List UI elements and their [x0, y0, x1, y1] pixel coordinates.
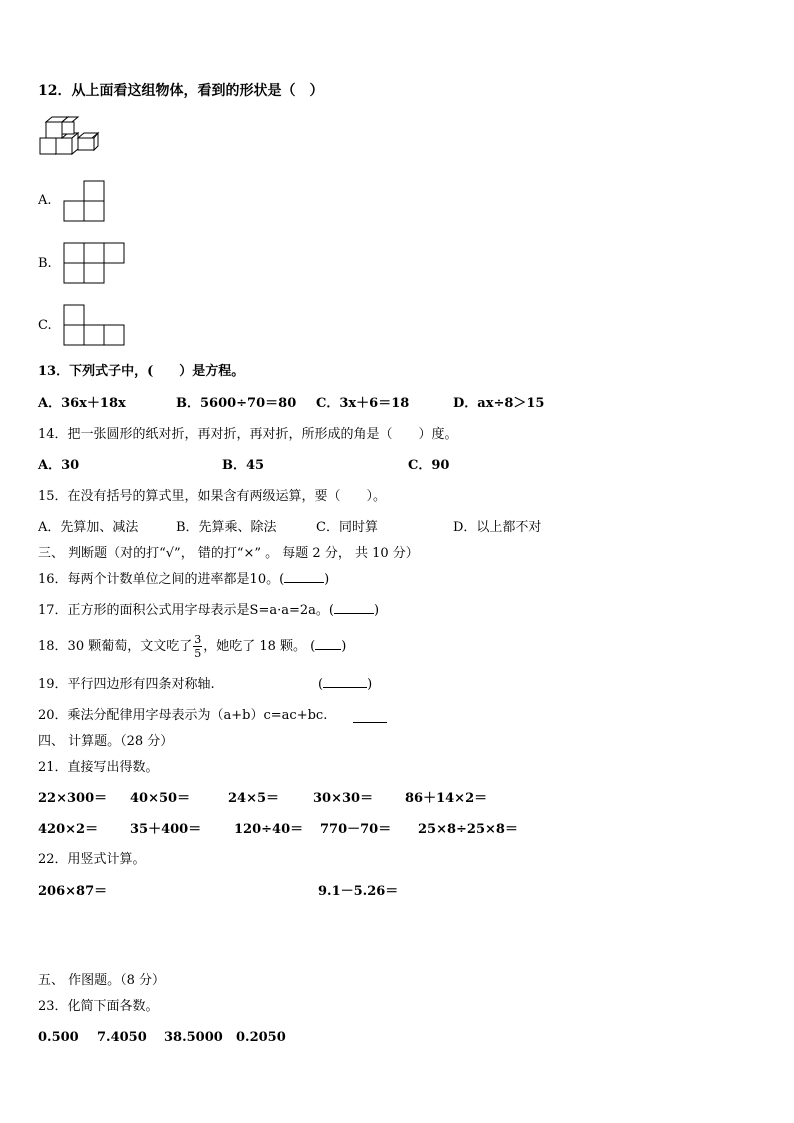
q15-stem: 15．在没有括号的算式里，如果含有两级运算，要（ ）。 [38, 489, 387, 504]
section-3-title: 三、 判断题（对的打“√”， 错的打“×” 。 每题 2 分， 共 10 分） [38, 546, 419, 561]
q23-item: 7.4050 [97, 1030, 147, 1045]
q13-option-d: D．ax÷8＞15 [453, 396, 545, 411]
q23-stem: 23．化简下面各数。 [38, 999, 159, 1014]
q15-option-d: D．以上都不对 [453, 520, 542, 535]
q19-open: ( [318, 677, 324, 692]
q19-text: 19．平行四边形有四条对称轴. [38, 677, 215, 692]
q21-item: 770－70＝ [320, 822, 392, 837]
q23-item: 0.2050 [236, 1030, 286, 1045]
q17-line [38, 604, 379, 617]
q18-fraction-denominator: 5 [194, 647, 202, 660]
q21-item: 35＋400＝ [130, 822, 202, 837]
q12-cube-figure [38, 116, 100, 162]
q14-stem: 14．把一张圆形的纸对折，再对折，再对折，所形成的角是（ ）度。 [38, 427, 458, 442]
q20-text: 20．乘法分配律用字母表示为（a+b）c=ac+bc. [38, 708, 328, 723]
q21-item: 25×8÷25×8＝ [418, 822, 518, 837]
q16-answer-blank[interactable] [284, 582, 324, 583]
q18-text-after: ，她吃了 18 颗。 ( [203, 639, 316, 654]
q12-option-a-shape [63, 180, 107, 224]
q15-option-a: A．先算加、减法 [38, 520, 139, 535]
q15-option-c: C．同时算 [316, 520, 378, 535]
q14-option-c: C．90 [408, 458, 450, 473]
q12-option-a-label: A. [38, 193, 52, 208]
q13-option-c: C．3x＋6＝18 [316, 396, 410, 411]
q12-option-b-label: B. [38, 256, 52, 271]
q16-text: 16．每两个计数单位之间的进率都是10。( [38, 572, 285, 587]
q14-option-b: B．45 [222, 458, 265, 473]
q22-item: 206×87＝ [38, 884, 108, 899]
section-5-title: 五、 作图题。（8 分） [38, 973, 166, 988]
q20-answer [353, 709, 387, 726]
q12-stem: 12．从上面看这组物体，看到的形状是（ ） [38, 83, 324, 99]
q21-item: 30×30＝ [313, 791, 374, 806]
q18-close: ) [341, 639, 347, 654]
q22-item: 9.1－5.26＝ [318, 884, 399, 899]
q21-stem: 21．直接写出得数。 [38, 760, 159, 775]
q12-option-c-label: C. [38, 318, 52, 333]
q13-option-b: B．5600÷70＝80 [176, 396, 297, 411]
q17-close: ) [373, 603, 380, 618]
q17-answer-blank[interactable] [334, 613, 374, 614]
q18-fraction-numerator: 3 [194, 633, 202, 646]
q14-option-a: A．30 [38, 458, 80, 473]
q19-answer-blank[interactable] [323, 687, 367, 688]
q12-option-c-shape [63, 304, 129, 348]
q21-item: 120÷40＝ [234, 822, 304, 837]
q16-close: ) [324, 572, 330, 587]
q21-item: 22×300＝ [38, 791, 108, 806]
q21-item: 86＋14×2＝ [405, 791, 488, 806]
q16-line [38, 573, 329, 586]
q19-answer [318, 678, 372, 691]
section-4-title: 四、 计算题。（28 分） [38, 734, 174, 749]
q21-item: 40×50＝ [130, 791, 191, 806]
q15-option-b: B．先算乘、除法 [176, 520, 277, 535]
q17-text: 17．正方形的面积公式用字母表示是S=a·a=2a。( [38, 603, 334, 618]
q18-fraction [193, 634, 202, 659]
q19-close: ) [367, 677, 373, 692]
q21-item: 420×2＝ [38, 822, 99, 837]
q23-item: 0.500 [38, 1030, 79, 1045]
q23-item: 38.5000 [164, 1030, 223, 1045]
q13-option-a: A．36x＋18x [38, 396, 126, 411]
q18-line [38, 634, 346, 659]
q13-stem: 13．下列式子中，( ）是方程。 [38, 364, 245, 379]
q21-item: 24×5＝ [228, 791, 280, 806]
q22-stem: 22．用竖式计算。 [38, 852, 146, 867]
q18-text-before: 18．30 颗葡萄，文文吃了 [38, 639, 193, 654]
q12-option-b-shape [63, 242, 129, 286]
q18-answer-blank[interactable] [315, 649, 341, 650]
q20-answer-blank[interactable] [353, 709, 387, 723]
